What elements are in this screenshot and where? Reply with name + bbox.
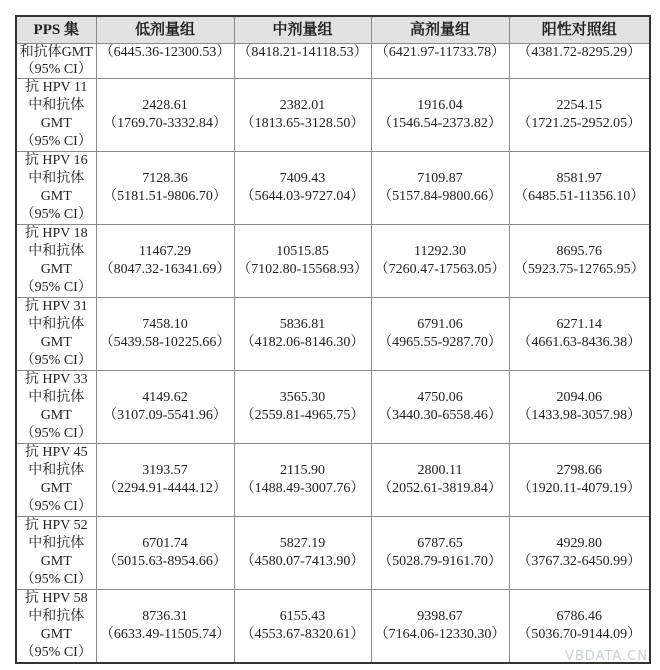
gmt-cell: [234, 444, 371, 517]
ci-value: （7164.06-12330.30）: [374, 627, 506, 642]
gmt-cell: [96, 590, 234, 664]
ci-value: （6485.51-11356.10）: [514, 189, 645, 204]
ci-value: （5439.58-10225.66）: [99, 335, 231, 350]
row-label: [16, 371, 96, 444]
gmt-value: 5827.19: [279, 536, 326, 551]
ci-value: （1488.49-3007.76）: [240, 481, 365, 496]
row-label-line: GMT: [40, 481, 72, 496]
gmt-value: 6701.74: [142, 536, 188, 551]
ci-value: （6633.49-11505.74）: [99, 627, 231, 642]
gmt-value: 6786.46: [556, 609, 602, 624]
gmt-cell: [234, 152, 371, 225]
row-label-line: 和抗体GMT: [19, 45, 93, 60]
gmt-value: 5836.81: [279, 317, 326, 332]
ci-cell: （6445.36-12300.53）: [96, 44, 234, 79]
gmt-value: 8736.31: [142, 609, 188, 624]
gmt-cell: [371, 152, 509, 225]
table-row: [16, 444, 650, 517]
ci-cell: （8418.21-14118.53）: [234, 44, 371, 79]
row-label-line: 中和抗体: [28, 463, 85, 478]
gmt-cell: [96, 298, 234, 371]
ci-value: （5028.79-9161.70）: [378, 554, 502, 569]
gmt-cell: [234, 225, 371, 298]
gmt-value: 6271.14: [556, 317, 602, 332]
ci-value: （2294.91-4444.12）: [103, 481, 227, 496]
ci-value: （4182.06-8146.30）: [240, 335, 365, 350]
ci-value: （2559.81-4965.75）: [240, 408, 365, 423]
row-label-line: 抗 HPV 58: [24, 591, 88, 606]
gmt-value: 4929.80: [556, 536, 602, 551]
row-label-line: 中和抗体: [28, 609, 85, 624]
row-label-line: （95% CI）: [20, 62, 92, 77]
gmt-value: 1916.04: [417, 98, 463, 113]
gmt-cell: [371, 298, 509, 371]
row-label-line: GMT: [40, 262, 72, 277]
ci-value: （1769.70-3332.84）: [103, 116, 227, 131]
header-pps-set: PPS 集: [16, 16, 96, 44]
gmt-cell: [371, 225, 509, 298]
gmt-value: 2428.61: [142, 98, 188, 113]
header-positive-control: 阳性对照组: [509, 16, 650, 44]
row-label-line: 抗 HPV 18: [24, 226, 88, 241]
row-label: [16, 152, 96, 225]
gmt-value: 2115.90: [280, 463, 325, 478]
table-row: [16, 152, 650, 225]
gmt-cell: [234, 371, 371, 444]
row-label-line: GMT: [40, 408, 72, 423]
row-label-line: 抗 HPV 31: [24, 299, 88, 314]
gmt-value: 7128.36: [142, 171, 188, 186]
row-label-line: （95% CI）: [20, 499, 92, 514]
ci-value: （1433.98-3057.98）: [517, 408, 642, 423]
ci-value: （1813.65-3128.50）: [240, 116, 365, 131]
ci-value: （1546.54-2373.82）: [378, 116, 502, 131]
gmt-value: 6791.06: [417, 317, 463, 332]
table-body: [16, 44, 650, 664]
table-row: [16, 298, 650, 371]
gmt-value: 2094.06: [556, 390, 602, 405]
ci-value: （4965.55-9287.70）: [378, 335, 502, 350]
row-label: [16, 517, 96, 590]
table-row: [16, 590, 650, 664]
row-label: [16, 44, 96, 79]
gmt-cell: [371, 590, 509, 664]
row-label: [16, 298, 96, 371]
gmt-cell: [371, 444, 509, 517]
gmt-cell: [509, 79, 650, 152]
gmt-value: 4750.06: [417, 390, 463, 405]
gmt-cell: [96, 79, 234, 152]
gmt-value: 9398.67: [417, 609, 463, 624]
row-label-line: 中和抗体: [28, 98, 85, 113]
gmt-cell: [234, 79, 371, 152]
row-label-line: 抗 HPV 16: [24, 153, 88, 168]
gmt-value: 2800.11: [417, 463, 463, 478]
gmt-value: 7109.87: [417, 171, 463, 186]
header-low-dose: 低剂量组: [96, 16, 234, 44]
gmt-value: 11292.30: [414, 244, 466, 259]
gmt-value: 7409.43: [279, 171, 326, 186]
ci-value: （8047.32-16341.69）: [99, 262, 231, 277]
row-label: [16, 444, 96, 517]
table-row: [16, 79, 650, 152]
row-label: [16, 225, 96, 298]
gmt-value: 2382.01: [279, 98, 326, 113]
row-label-line: （95% CI）: [20, 207, 92, 222]
ci-value: （2052.61-3819.84）: [378, 481, 502, 496]
row-label-line: 中和抗体: [28, 244, 85, 259]
row-label-line: （95% CI）: [20, 572, 92, 587]
gmt-value: 4149.62: [142, 390, 188, 405]
row-label-line: 中和抗体: [28, 390, 85, 405]
row-label-line: GMT: [40, 554, 72, 569]
gmt-cell: [509, 225, 650, 298]
watermark: VBDATA.CN: [564, 649, 648, 664]
row-label-line: 中和抗体: [28, 317, 85, 332]
ci-value: （5923.75-12765.95）: [513, 262, 645, 277]
gmt-value: 11467.29: [139, 244, 191, 259]
table-row: [16, 371, 650, 444]
ci-value: （1721.25-2952.05）: [517, 116, 642, 131]
gmt-cell: [509, 517, 650, 590]
gmt-cell: [234, 517, 371, 590]
gmt-cell: [96, 152, 234, 225]
gmt-cell: [371, 371, 509, 444]
table-row: [16, 517, 650, 590]
hpv-antibody-gmt-table: [15, 15, 651, 664]
row-label-line: （95% CI）: [20, 426, 92, 441]
gmt-value: 6155.43: [279, 609, 326, 624]
row-label-line: GMT: [40, 189, 72, 204]
ci-cell: （6421.97-11733.78）: [371, 44, 509, 79]
ci-cell: （4381.72-8295.29）: [509, 44, 650, 79]
ci-value: （4553.67-8320.61）: [240, 627, 365, 642]
row-label: [16, 590, 96, 664]
gmt-cell: [234, 590, 371, 664]
row-label-line: GMT: [40, 627, 72, 642]
gmt-cell: [509, 152, 650, 225]
gmt-cell: [371, 517, 509, 590]
row-label-line: （95% CI）: [20, 353, 92, 368]
gmt-cell: [96, 444, 234, 517]
gmt-value: 8581.97: [556, 171, 602, 186]
header-high-dose: 高剂量组: [371, 16, 509, 44]
ci-value: （5036.70-9144.09）: [517, 627, 642, 642]
gmt-value: 6787.65: [417, 536, 463, 551]
gmt-cell: [509, 371, 650, 444]
ci-value: （5157.84-9800.66）: [378, 189, 502, 204]
ci-value: （4661.63-8436.38）: [517, 335, 642, 350]
row-label-line: （95% CI）: [20, 280, 92, 295]
gmt-cell: [509, 298, 650, 371]
ci-value: （7102.80-15568.93）: [237, 262, 368, 277]
gmt-value: 8695.76: [556, 244, 602, 259]
row-label-line: GMT: [40, 335, 72, 350]
row-label-line: 中和抗体: [28, 536, 85, 551]
gmt-cell: [234, 298, 371, 371]
row-label-line: 抗 HPV 33: [24, 372, 88, 387]
row-label-line: 抗 HPV 11: [25, 80, 88, 95]
row-label-line: （95% CI）: [20, 645, 92, 660]
gmt-cell: [96, 225, 234, 298]
ci-value: （3107.09-5541.96）: [103, 408, 227, 423]
ci-value: （3440.30-6558.46）: [378, 408, 502, 423]
ci-value: （5644.03-9727.04）: [240, 189, 365, 204]
gmt-cell: [96, 517, 234, 590]
row-label-line: 抗 HPV 45: [24, 445, 88, 460]
row-label-line: 中和抗体: [28, 171, 85, 186]
table-row: [16, 225, 650, 298]
row-label-line: 抗 HPV 52: [24, 518, 88, 533]
gmt-cell: [509, 444, 650, 517]
ci-value: （5181.51-9806.70）: [103, 189, 227, 204]
ci-value: （4580.07-7413.90）: [240, 554, 365, 569]
ci-value: （3767.32-6450.99）: [517, 554, 642, 569]
ci-value: （7260.47-17563.05）: [374, 262, 506, 277]
gmt-value: 3193.57: [142, 463, 188, 478]
row-label-line: （95% CI）: [20, 134, 92, 149]
gmt-cell: [96, 371, 234, 444]
ci-value: （1920.11-4079.19）: [517, 481, 641, 496]
gmt-value: 2254.15: [556, 98, 602, 113]
ci-value: （5015.63-8954.66）: [103, 554, 227, 569]
row-label: [16, 79, 96, 152]
gmt-cell: [371, 79, 509, 152]
gmt-value: 10515.85: [276, 244, 329, 259]
gmt-value: 7458.10: [142, 317, 188, 332]
table-row-partial: [16, 44, 650, 79]
table-header: [16, 16, 650, 44]
gmt-value: 2798.66: [556, 463, 602, 478]
gmt-value: 3565.30: [279, 390, 326, 405]
row-label-line: GMT: [40, 116, 72, 131]
header-row: [16, 16, 650, 44]
header-mid-dose: 中剂量组: [234, 16, 371, 44]
